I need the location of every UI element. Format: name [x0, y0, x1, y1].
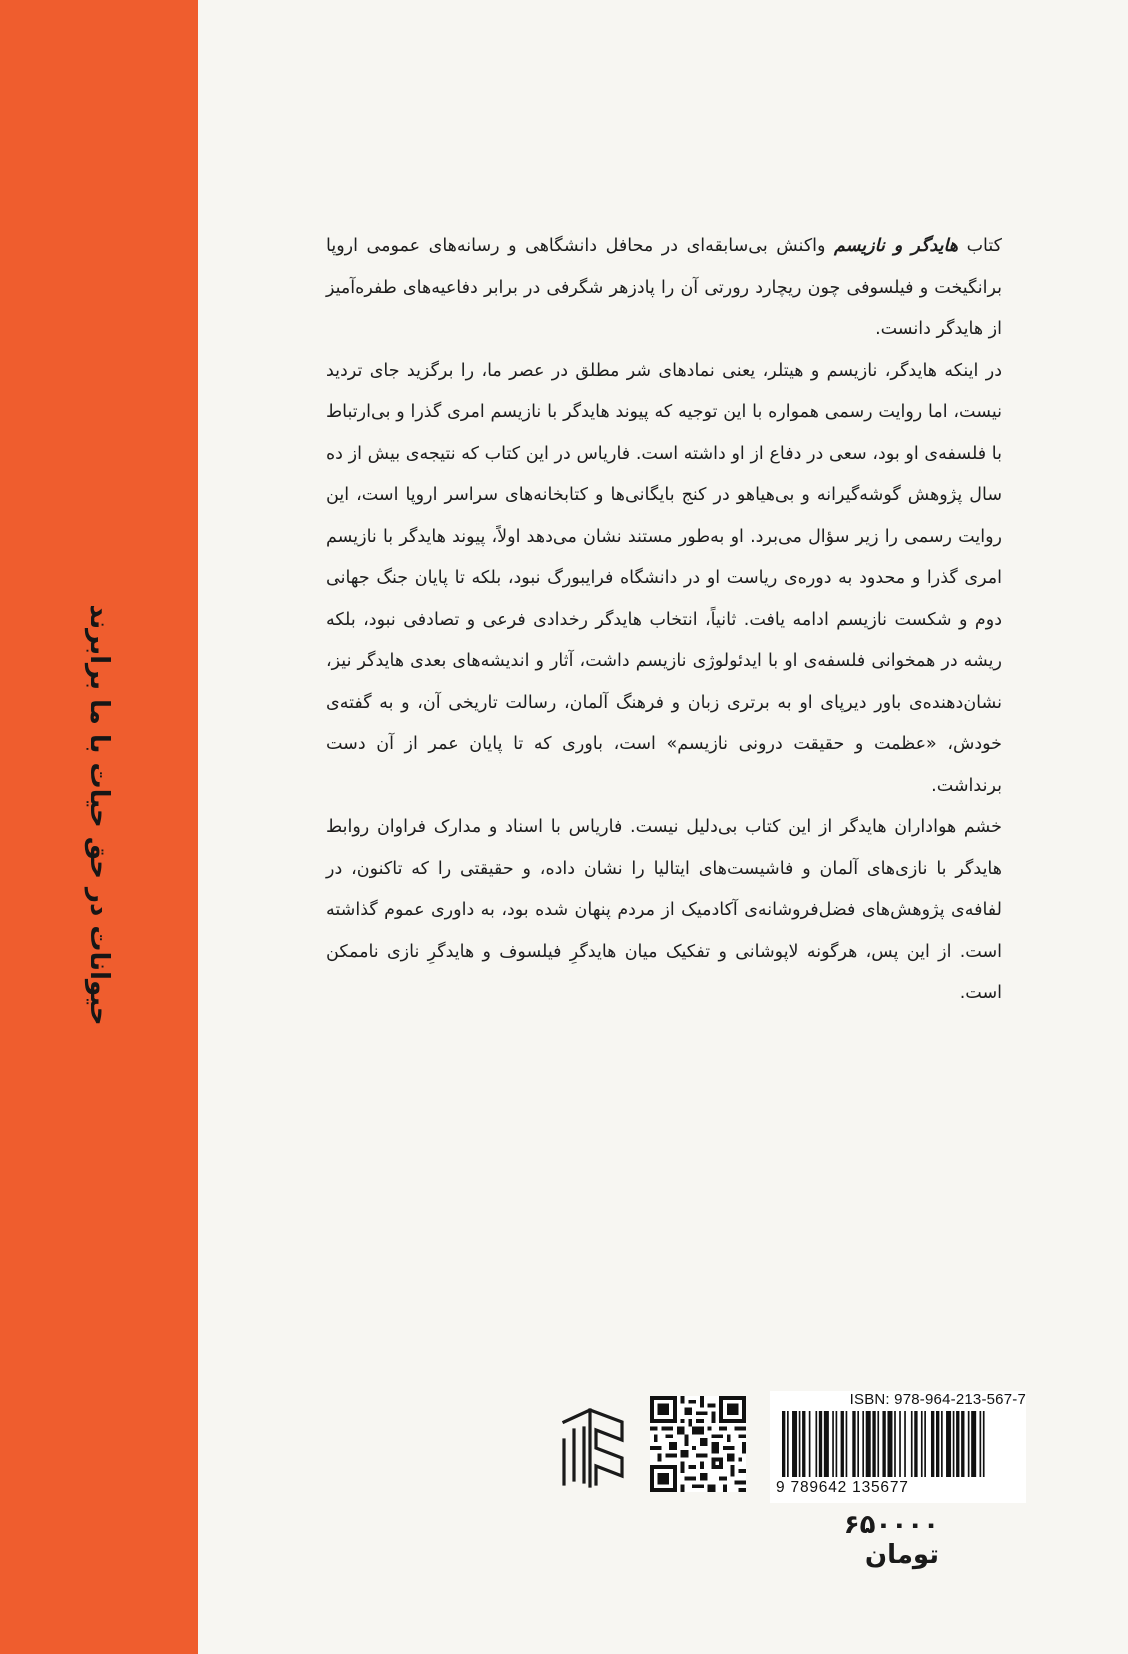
barcode-block [770, 1391, 1026, 1503]
barcode-bar [832, 1411, 834, 1477]
barcode-bar [815, 1411, 817, 1477]
barcode-bar [792, 1411, 797, 1477]
blurb-p1-rest: واکنش بی‌سابقه‌ای در محافل دانشگاهی و رسانه‌های عمومی اروپا برانگیخت و فیلسوفی چون ریچارد رورتی آن را پادزهر شگرفی در برابر دفاعیه‌های طفره‌آمیز از هایدگر دانست. [326, 236, 1002, 339]
barcode-bar [931, 1411, 934, 1477]
blurb-paragraph-1 [326, 226, 1002, 351]
isbn-label: ISBN: 978-964-213-567-7 [849, 1391, 1026, 1408]
barcode-bar [819, 1411, 822, 1477]
barcode-bar [956, 1411, 959, 1477]
price-label: ۶۵۰۰۰۰ تومان [843, 1510, 939, 1570]
barcode-digits: 9 789642 135677 [776, 1479, 909, 1496]
barcode-bar [799, 1411, 801, 1477]
barcode-bar [857, 1411, 859, 1477]
barcode-bar [882, 1411, 885, 1477]
barcode-bar [983, 1411, 985, 1477]
blurb-paragraph-3: خشم هواداران هایدگر از این کتاب بی‌دلیل نیست. فاریاس با اسناد و مدارک فراوان روابط هایدگر با نازی‌های آلمان و فاشیست‌های ایتالیا را نشان داده، و حقیقتی را که تاکنون، در لفافه‌ی پژوهش‌های فضل‌فروشانه‌ی آکادمیک از مردم پنهان شده بود، به داوری عموم گذاشته است. از این پس، هرگونه لاپوشانی و تفکیک میان هایدگرِ فیلسوف و هایدگرِ نازی ناممکن است. [326, 817, 1002, 1003]
barcode-bar [836, 1411, 838, 1477]
blurb-lead: کتاب [958, 236, 1002, 256]
barcode-bar [924, 1411, 926, 1477]
barcode-bar [936, 1411, 939, 1477]
barcode-bar [894, 1411, 896, 1477]
barcode-bar [887, 1411, 892, 1477]
barcode-icon [774, 1411, 1024, 1479]
barcode-bar [899, 1411, 901, 1477]
barcode-bar [904, 1411, 906, 1477]
spine-title: حیوانات در حق حیات با ما برابرند [84, 604, 114, 1026]
qr-code-icon [650, 1396, 746, 1492]
barcode-bar [862, 1411, 864, 1477]
barcode-bar [911, 1411, 913, 1477]
barcode-bar [968, 1411, 970, 1477]
barcode-bar [877, 1411, 879, 1477]
barcode-bar [852, 1411, 855, 1477]
barcode-bar [802, 1411, 805, 1477]
barcode-bar [953, 1411, 955, 1477]
barcode-bar [921, 1411, 923, 1477]
barcode-bar [866, 1411, 871, 1477]
barcode-bar [846, 1411, 848, 1477]
barcode-bar [809, 1411, 811, 1477]
barcode-bar [782, 1411, 785, 1477]
barcode-bar [971, 1411, 976, 1477]
barcode-bar [787, 1411, 789, 1477]
barcode-bar [946, 1411, 951, 1477]
barcode-bar [961, 1411, 964, 1477]
barcode-bar [841, 1411, 844, 1477]
barcode-bar [941, 1411, 943, 1477]
barcode-bar [824, 1411, 829, 1477]
barcode-bar [980, 1411, 982, 1477]
barcode-bar [872, 1411, 875, 1477]
spine-band [0, 0, 198, 1654]
book-title-inline: هایدگر و نازیسم [834, 236, 959, 256]
publisher-logo-icon [560, 1400, 626, 1490]
blurb-text [326, 226, 1002, 1015]
barcode-bar [914, 1411, 917, 1477]
blurb-paragraph-2: در اینکه هایدگر، نازیسم و هیتلر، یعنی نمادهای شر مطلق در عصر ما، را برگزید جای تردید نیست، اما روایت رسمی همواره با این توجیه که پیوند هایدگر با نازیسم امری گذرا و بی‌ارتباط با فلسفه‌ی او بود، سعی در دفاع از او داشته است. فاریاس در این کتاب که نتیجه‌ی بیش از ده سال پژوهش گوشه‌گیرانه و بی‌هیاهو در کنج بایگانی‌ها و کتابخانه‌های سراسر اروپا است، این روایت رسمی را زیر سؤال می‌برد. او به‌طور مستند نشان می‌دهد اولاً، پیوند هایدگر با نازیسم امری گذرا و محدود به دوره‌ی ریاست او در دانشگاه فرایبورگ نبود، بلکه تا پایان جنگ جهانی دوم و شکست نازیسم ادامه یافت. ثانیاً، انتخاب هایدگر رخدادی فرعی و تصادفی نبود، بلکه ریشه در همخوانی فلسفه‌ی او با ایدئولوژی نازیسم داشت، آثار و اندیشه‌های بعدی هایدگر نیز، نشان‌دهنده‌ی باور دیرپای او به برتری زبان و فرهنگ آلمان، رسالت تاریخی آن، و به گفته‌ی خودش، «عظمت و حقیقت درونی نازیسم» است، باوری که تا پایان عمر از آن دست برنداشت. [326, 360, 1002, 796]
